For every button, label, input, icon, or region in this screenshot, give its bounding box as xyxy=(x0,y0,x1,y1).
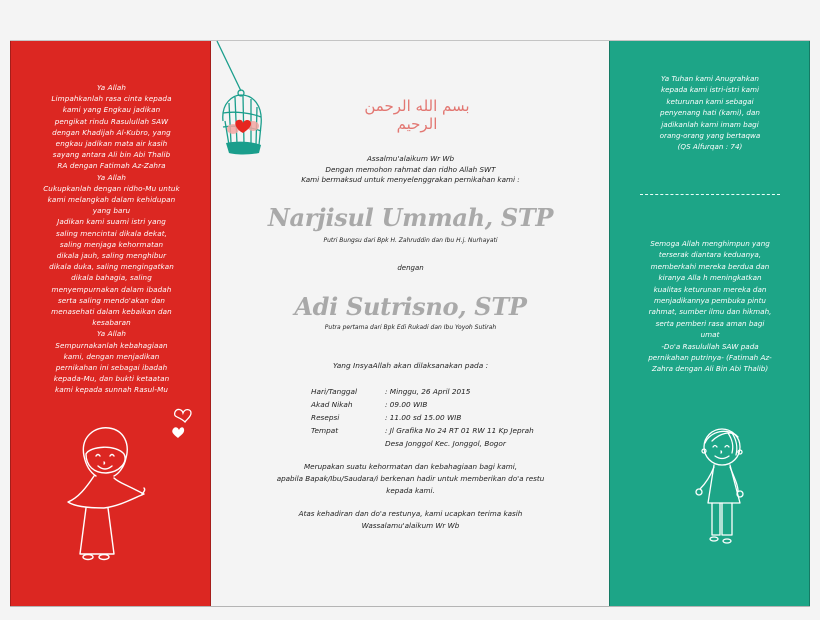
bride-parents: Putri Bungsu dari Bpk H. Zahruddin dan Ibu H.j. Nurhayati xyxy=(323,237,498,244)
boy-illustration-icon xyxy=(692,427,752,557)
prayer-line: kami yang Engkau jadikan xyxy=(62,105,161,115)
bismillah-calligraphy: بسم الله الرحمن الرحيم xyxy=(364,97,470,133)
groom-name: Adi Sutrisno, STP xyxy=(294,292,527,321)
prayer-line: yang baru xyxy=(92,206,131,216)
doa-line: kualitas keturunan mereka dan xyxy=(653,284,767,294)
doa-line: terserak diantara keduanya, xyxy=(658,250,762,260)
closing-text xyxy=(211,461,610,532)
prayer-line: kami melangkah dalam kehidupan xyxy=(47,195,176,205)
prayer-line: dengan Khadijah Al-Kubro, yang xyxy=(52,127,171,137)
prayer-line: menasehati dalam kebaikan dan xyxy=(51,307,172,317)
prayer-line: Jadikan kami suami istri yang xyxy=(57,217,166,227)
prayer-line: menyempurnakan dalam ibadah xyxy=(51,284,172,294)
quran-verse xyxy=(620,73,800,153)
prayer-line: dikala jauh, saling menghibur xyxy=(56,251,167,261)
prayer-line: dikala bahagia, saling xyxy=(71,273,152,283)
detail-row-akad xyxy=(311,398,534,411)
middle-panel xyxy=(211,41,610,606)
doa-line: Zahra dengan Ali Bin Abi Thalib) xyxy=(651,364,769,374)
greeting-line: Dengan memohon rahmat dan ridho Allah SWT xyxy=(325,164,496,174)
doa-line: -Do'a Rasulullah SAW pada xyxy=(661,341,759,351)
detail-value: : Jl Grafika No 24 RT 01 RW 11 Kp Jeprah xyxy=(385,426,534,435)
doa-line: umat xyxy=(700,330,720,340)
prayer-line: pernikahan ini sebagai ibadah xyxy=(55,363,168,373)
prayer-text xyxy=(19,82,204,396)
verse-line: (QS Alfurqan : 74) xyxy=(677,142,743,152)
verse-line: penyenang hati (kami), dan xyxy=(660,108,760,118)
detail-row-date xyxy=(311,385,534,398)
address-continuation: Desa Jonggol Kec. Jonggol, Bogor xyxy=(385,439,506,448)
prayer-line: Ya Allah xyxy=(96,329,127,339)
doa-text xyxy=(618,238,802,375)
closing-line: Merupakan suatu kehormatan dan kebahagiaan bagi kami, xyxy=(303,462,518,471)
detail-row-address-cont xyxy=(311,437,534,450)
thanks-line: Wassalamu'alaikum Wr Wb xyxy=(361,521,460,530)
prayer-line: kami, dengan menjadikan xyxy=(63,351,160,361)
prayer-line: Ya Allah xyxy=(96,172,127,182)
detail-value: : Minggu, 26 April 2015 xyxy=(385,387,471,396)
detail-value: : 09.00 WIB xyxy=(385,400,428,409)
detail-row-resepsi xyxy=(311,411,534,424)
greeting-line: Kami bermaksud untuk menyelenggrakan pernikahan kami : xyxy=(301,175,520,185)
thanks-line: Atas kehadiran dan do'a restunya, kami ucapkan terima kasih xyxy=(298,509,523,518)
doa-line: serta pemberi rasa aman bagi xyxy=(655,318,765,328)
left-panel xyxy=(10,41,211,606)
prayer-line: pengikat rindu Rasulullah SAW xyxy=(54,116,169,126)
prayer-line: Cukupkanlah dengan ridho-Mu untuk xyxy=(43,183,180,193)
prayer-line: kami kepada sunnah Rasul-Mu xyxy=(54,385,169,395)
closing-line: kepada kami. xyxy=(386,486,435,495)
verse-line: jadikanlah kami imam bagi xyxy=(661,119,759,129)
prayer-line: serta saling mendo'akan dan xyxy=(57,295,166,305)
doa-line: Semoga Allah menghimpun yang xyxy=(650,239,770,248)
girl-illustration-icon xyxy=(56,426,156,566)
detail-label: Resepsi xyxy=(311,413,340,422)
with-label: dengan xyxy=(397,264,424,272)
doa-line: pernikahan putrinya- (Fatimah Az- xyxy=(648,353,772,363)
prayer-line: Ya Allah xyxy=(96,83,127,92)
detail-row-tempat xyxy=(311,424,534,437)
prayer-line: dikala duka, saling mengingatkan xyxy=(49,262,174,272)
event-details xyxy=(311,385,534,450)
doa-line: kiranya Alla h meningkatkan xyxy=(658,273,762,283)
dashed-divider xyxy=(640,194,780,195)
prayer-line: saling mencintai dikala dekat, xyxy=(56,228,167,238)
prayer-line: kesabaran xyxy=(92,318,131,328)
prayer-line: engkau jadikan mata air kasih xyxy=(55,139,168,149)
prayer-line: kepada-Mu, dan bukti ketaatan xyxy=(53,374,170,384)
detail-value: : 11.00 sd 15.00 WIB xyxy=(385,413,462,422)
prayer-line: saling menjaga kehormatan xyxy=(59,239,164,249)
verse-line: kepada kami istri-istri kami xyxy=(660,85,760,95)
prayer-line: Limpahkanlah rasa cinta kepada xyxy=(51,94,172,104)
detail-label: Tempat xyxy=(311,426,339,435)
prayer-line: sayang antara Ali bin Abi Thalib xyxy=(52,150,171,160)
event-intro: Yang InsyaAllah akan dilaksanakan pada : xyxy=(332,361,489,370)
bride-name: Narjisul Ummah, STP xyxy=(267,203,554,232)
right-panel xyxy=(609,41,810,606)
greeting-line: Assalmu'alaikum Wr Wb xyxy=(366,154,455,163)
greeting xyxy=(211,154,610,186)
detail-label: Akad Nikah xyxy=(311,400,353,409)
verse-line: orang-orang yang bertaqwa xyxy=(659,131,761,141)
doa-line: memberkahi mereka berdua dan xyxy=(650,261,770,271)
verse-line: keturunan kami sebagai xyxy=(666,96,754,106)
prayer-line: RA dengan Fatimah Az-Zahra xyxy=(57,161,166,171)
groom-parents: Putra pertama dari Bpk Edi Rukadi dan Ibu Yoyoh Sutirah xyxy=(324,324,497,331)
closing-line: apabila Bapak/Ibu/Saudara/i berkenan hadir untuk memberikan do'a restu xyxy=(276,474,545,483)
birdcage-icon xyxy=(211,41,281,166)
prayer-line: Sempurnakanlah kebahagiaan xyxy=(55,340,168,350)
detail-label: Hari/Tanggal xyxy=(311,387,357,396)
doa-line: menjadikannya pembuka pintu xyxy=(653,296,766,306)
doa-line: rahmat, sumber ilmu dan hikmah, xyxy=(648,307,772,317)
wedding-invitation xyxy=(10,40,810,607)
hearts-icon xyxy=(171,408,201,448)
verse-line: Ya Tuhan kami Anugrahkan xyxy=(661,74,759,83)
